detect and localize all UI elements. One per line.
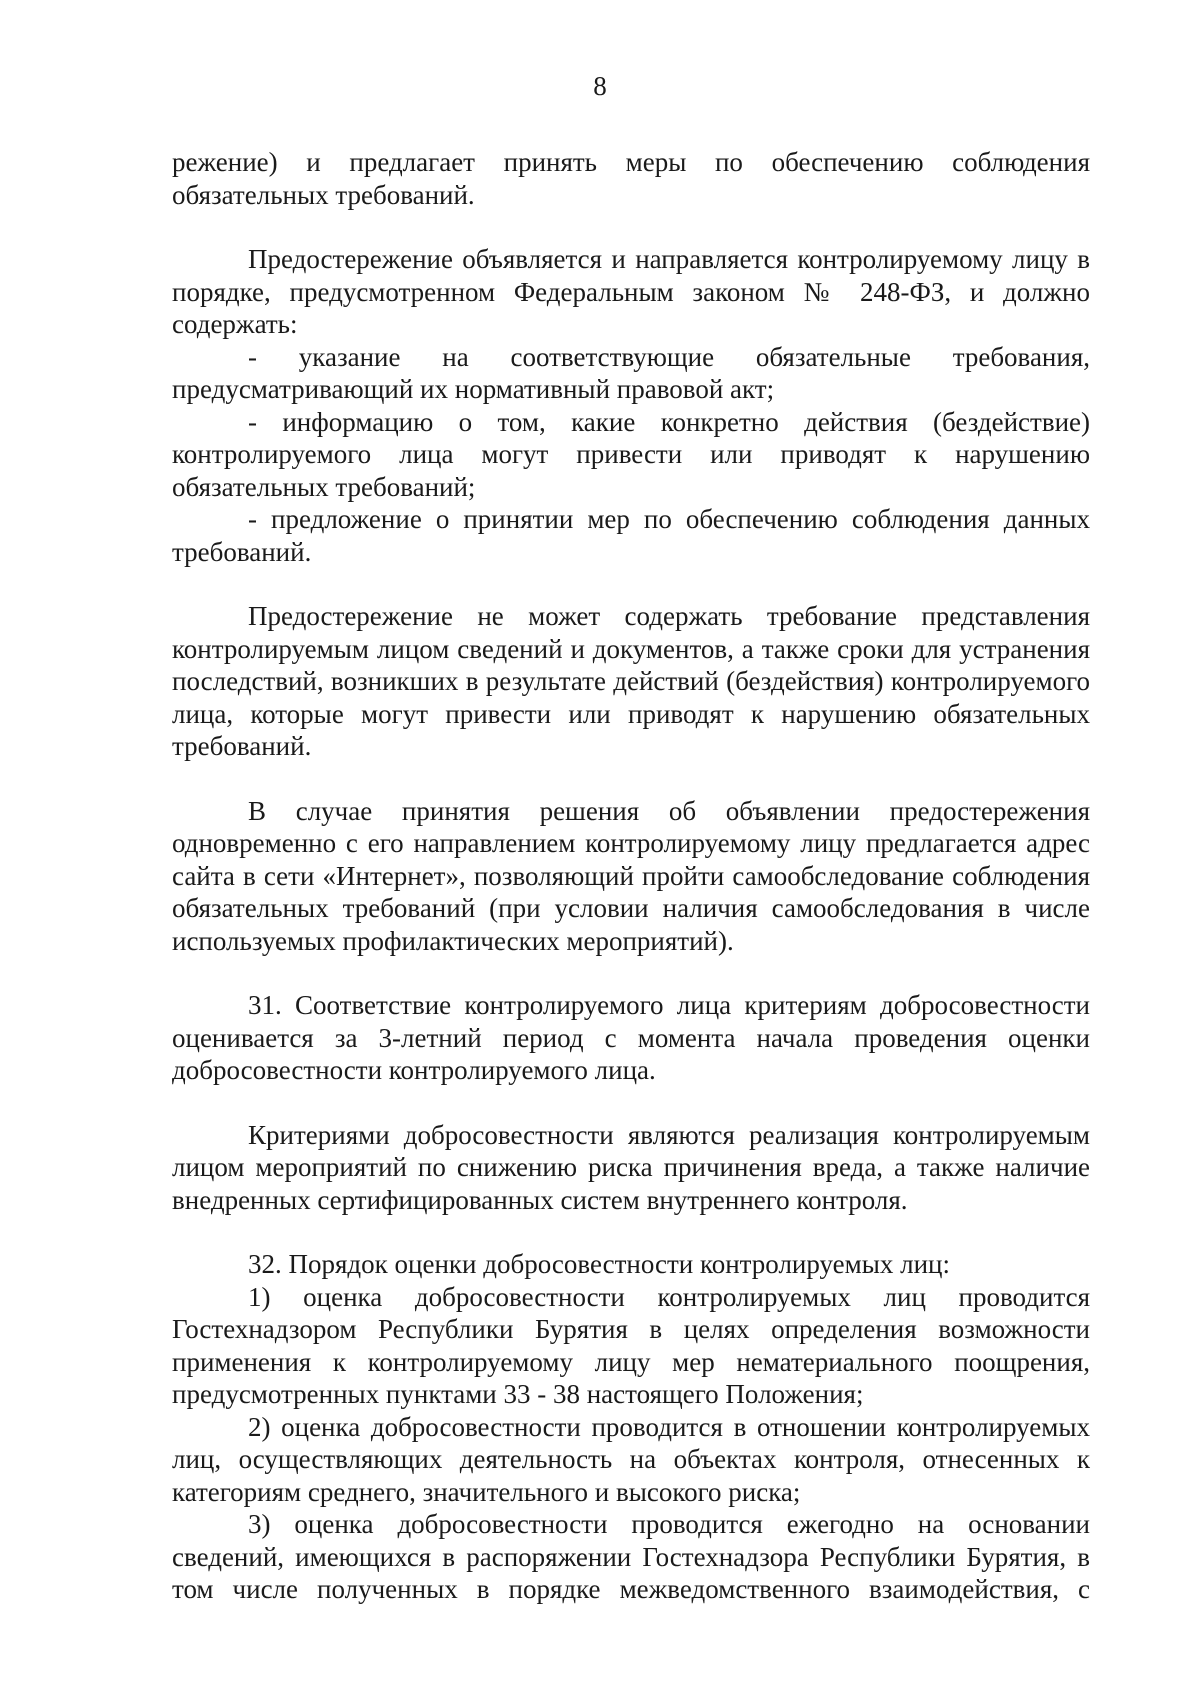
paragraph-continuation: режение) и предлагает принять меры по обеспечению соблюдения обязательных требований. bbox=[172, 147, 1090, 210]
paragraph-warning-content: Предостережение объявляется и направляется контролируемому лицу в порядке, предусмотренном Федеральным законом № 248-ФЗ, и должно содержать: bbox=[172, 244, 1090, 339]
paragraph-item-32: 32. Порядок оценки добросовестности контролируемых лиц: bbox=[248, 1249, 950, 1279]
paragraph-warning-limits: Предостережение не может содержать требование представления контролируемым лицом сведений и документов, а также сроки для устранения последствий, возникших в результате действий (бездействия) контролируемого лица, которые могут привести или приводят к нарушению обязательных требований. bbox=[172, 601, 1090, 761]
page-number: 8 bbox=[593, 71, 607, 101]
paragraph-self-inspection: В случае принятия решения об объявлении предостережения одновременно с его направлением контролируемому лицу предлагается адрес сайта в сети «Интернет», позволяющий пройти самообследование соблюдения обязательных требований (при условии наличия самообследования в числе используемых профилактических мероприятий). bbox=[172, 795, 1090, 956]
paragraph-criteria: Критериями добросовестности являются реализация контролируемым лицом мероприятий по снижению риска причинения вреда, а также наличие внедренных сертифицированных систем внутреннего контроля. bbox=[172, 1119, 1090, 1215]
paragraph-item-31: 31. Соответствие контролируемого лица критериям добросовестности оценивается за 3-летний период с момента начала проведения оценки добросовестности контролируемого лица. bbox=[172, 990, 1090, 1085]
list-item-32-1: 1) оценка добросовестности контролируемых лиц проводится Гостехнадзором Республики Бурятия в целях определения возможности применения к контролируемому лицу мер нематериального поощрения, предусмотренных пунктами 33 - 38 настоящего Положения; bbox=[172, 1281, 1090, 1409]
document-body bbox=[172, 146, 1090, 1606]
list-item-measures: - предложение о принятии мер по обеспечению соблюдения данных требований. bbox=[172, 504, 1090, 567]
list-item-32-3: 3) оценка добросовестности проводится ежегодно на основании сведений, имеющихся в распоряжении Гостехнадзора Республики Бурятия, в том числе полученных в порядке межведомственного взаимодействия, с bbox=[172, 1509, 1090, 1604]
list-item-32-2: 2) оценка добросовестности проводится в отношении контролируемых лиц, осуществляющих деятельность на объектах контроля, отнесенных к категориям среднего, значительного и высокого риска; bbox=[172, 1411, 1090, 1507]
list-item-actions: - информацию о том, какие конкретно действия (бездействие) контролируемого лица могут привести или приводят к нарушению обязательных требований; bbox=[172, 406, 1090, 502]
list-item-requirements: - указание на соответствующие обязательные требования, предусматривающий их нормативный правовой акт; bbox=[172, 341, 1090, 404]
